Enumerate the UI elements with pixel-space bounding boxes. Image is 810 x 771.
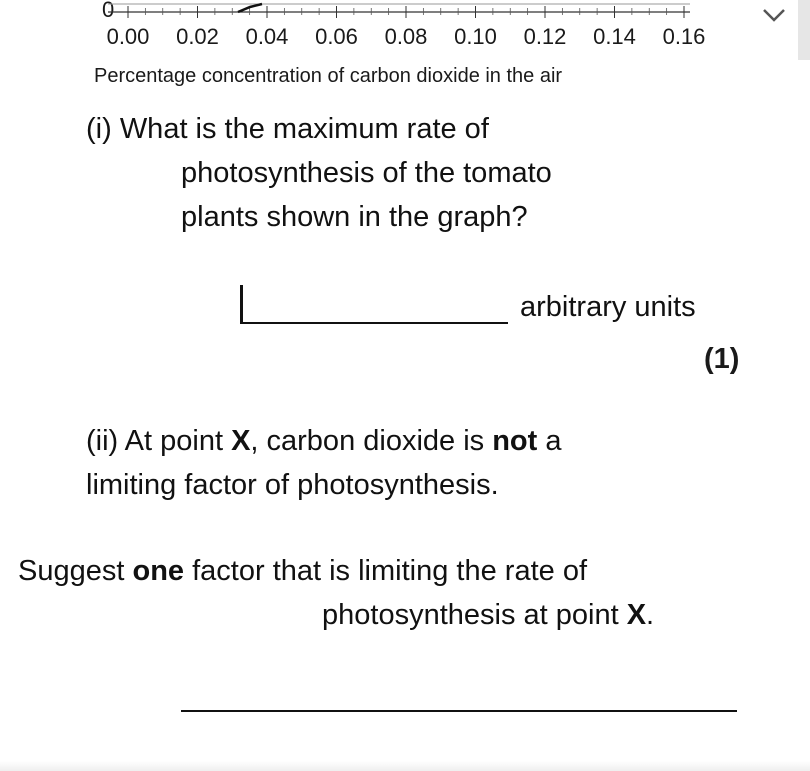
marks-label: (1): [704, 343, 740, 375]
question-ii-line-2: limiting factor of photosynthesis.: [86, 469, 499, 501]
x-tick-label: 0.12: [523, 24, 567, 49]
scrollbar-edge: [798, 0, 810, 60]
x-tick-label: 0.14: [593, 24, 636, 49]
suggest-text-before: Suggest: [18, 555, 133, 587]
answer-units: arbitrary units: [520, 291, 696, 323]
suggest-line-1: [18, 554, 587, 588]
x-tick-label: 0.02: [176, 24, 219, 49]
x-axis-title: Percentage concentration of carbon dioxide in the air: [94, 65, 563, 87]
answer-input-line[interactable]: [240, 322, 508, 324]
bottom-edge: [0, 761, 810, 771]
point-x-label: X: [231, 425, 251, 457]
question-i-line-3: plants shown in the graph?: [181, 201, 528, 233]
chevron-down-icon[interactable]: [762, 8, 786, 22]
question-i-line-1: (i) What is the maximum rate of: [86, 113, 489, 145]
suggest-line-2-period: .: [646, 599, 655, 631]
x-tick-label: 0.00: [106, 24, 150, 49]
question-ii-text-after: a: [537, 425, 562, 457]
x-tick-label: 0.16: [662, 24, 706, 49]
question-ii-line-1: [86, 424, 562, 458]
emphasis-one: one: [132, 555, 185, 587]
x-tick-label: 0.08: [384, 24, 428, 49]
x-tick-label: 0.04: [245, 24, 289, 49]
suggest-line-2: [322, 598, 654, 632]
text-cursor: [240, 285, 243, 323]
question-ii-text-middle: , carbon dioxide is: [250, 425, 493, 457]
question-ii-text-before: (ii) At point: [86, 425, 232, 457]
x-tick-label: 0.06: [315, 24, 358, 49]
axis-origin-label: 0: [102, 0, 115, 22]
question-i-line-2: photosynthesis of the tomato: [181, 157, 552, 189]
suggest-text-after: factor that is limiting the rate of: [184, 555, 588, 587]
x-tick-label: 0.10: [454, 24, 497, 49]
answer-input-line-2[interactable]: [181, 710, 737, 712]
emphasis-not: not: [492, 425, 538, 457]
point-x-label-2: X: [626, 599, 647, 631]
suggest-line-2-text: photosynthesis at point: [322, 599, 627, 631]
